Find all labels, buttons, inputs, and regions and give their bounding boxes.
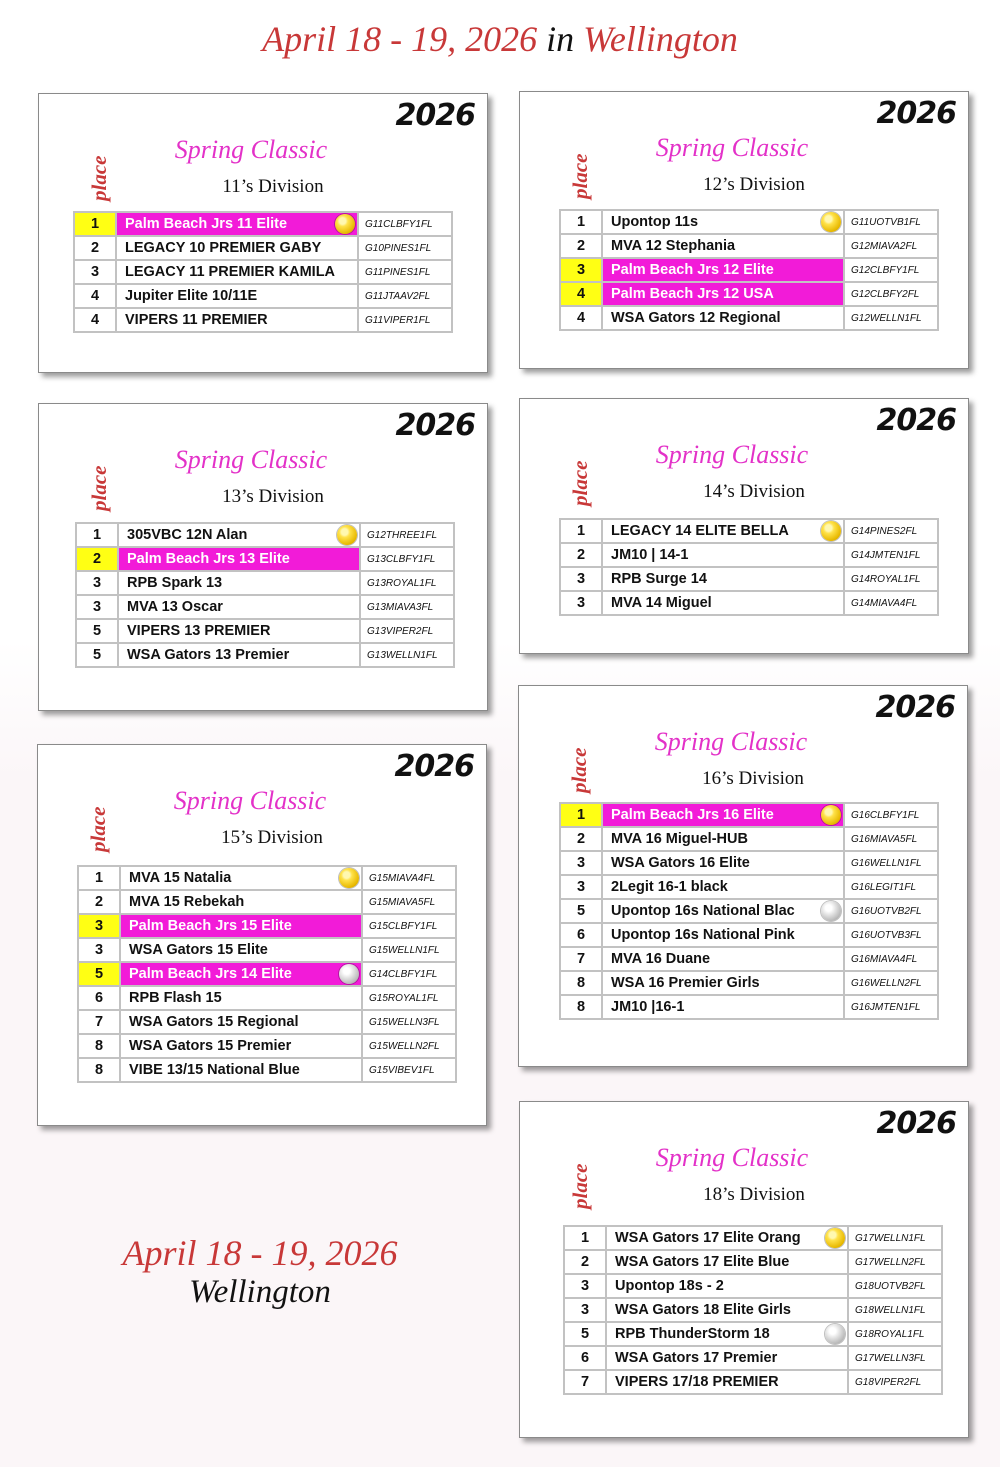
team-cell — [120, 1034, 362, 1058]
place-cell: 5 — [78, 962, 120, 986]
team-code-cell: G14PINES2FL — [844, 519, 938, 543]
division-title: 18’s Division — [703, 1184, 805, 1205]
team-code-cell: G18UOTVB2FL — [848, 1274, 942, 1298]
card-year: 2026 — [875, 690, 955, 725]
header-connector: in — [546, 19, 575, 59]
team-name: MVA 16 Miguel-HUB — [611, 831, 748, 847]
team-name: MVA 15 Natalia — [129, 870, 232, 886]
team-cell — [116, 260, 358, 284]
table-row — [560, 306, 938, 330]
team-code-cell: G13VIPER2FL — [360, 619, 454, 643]
team-code-cell: G11CLBFY1FL — [358, 212, 452, 236]
place-cell: 3 — [560, 851, 602, 875]
table-row — [560, 519, 938, 543]
place-cell: 2 — [74, 236, 116, 260]
team-cell — [606, 1274, 848, 1298]
division-title: 15’s Division — [221, 827, 323, 848]
results-table — [75, 522, 455, 668]
team-cell — [606, 1346, 848, 1370]
team-cell — [602, 827, 844, 851]
team-code-cell: G14ROYAL1FL — [844, 567, 938, 591]
team-name: 305VBC 12N Alan — [127, 527, 248, 543]
place-cell: 4 — [74, 308, 116, 332]
table-row — [560, 591, 938, 615]
team-code-cell: G13CLBFY1FL — [360, 547, 454, 571]
team-cell — [602, 947, 844, 971]
team-code-cell: G15WELLN2FL — [362, 1034, 456, 1058]
table-row — [76, 595, 454, 619]
table-row — [560, 827, 938, 851]
team-name: JM10 |16-1 — [611, 999, 685, 1015]
table-row — [76, 571, 454, 595]
table-row — [560, 282, 938, 306]
team-code-cell: G18WELLN1FL — [848, 1298, 942, 1322]
event-title: Spring Classic — [654, 727, 808, 756]
team-code-cell: G12THREE1FL — [360, 523, 454, 547]
place-cell: 8 — [560, 971, 602, 995]
table-row — [560, 258, 938, 282]
table-row — [564, 1226, 942, 1250]
place-cell: 2 — [560, 827, 602, 851]
results-table — [559, 518, 939, 616]
team-cell — [120, 962, 362, 986]
table-row — [78, 1034, 456, 1058]
team-cell — [602, 851, 844, 875]
team-code-cell: G15CLBFY1FL — [362, 914, 456, 938]
team-cell — [606, 1298, 848, 1322]
team-code-cell: G13ROYAL1FL — [360, 571, 454, 595]
place-cell: 1 — [560, 519, 602, 543]
team-name: WSA 16 Premier Girls — [611, 975, 760, 991]
team-name: Palm Beach Jrs 15 Elite — [129, 918, 292, 934]
header-date: April 18 - 19, 2026 — [262, 19, 538, 59]
results-table — [77, 865, 457, 1083]
place-cell: 7 — [560, 947, 602, 971]
card-year: 2026 — [395, 408, 475, 443]
team-code-cell: G16JMTEN1FL — [844, 995, 938, 1019]
team-name: MVA 13 Oscar — [127, 599, 223, 615]
team-code-cell: G14JMTEN1FL — [844, 543, 938, 567]
team-cell — [602, 567, 844, 591]
place-cell: 5 — [564, 1322, 606, 1346]
place-cell: 3 — [78, 938, 120, 962]
team-name: MVA 16 Duane — [611, 951, 711, 967]
team-cell — [602, 210, 844, 234]
team-name: WSA Gators 15 Elite — [129, 942, 268, 958]
team-cell — [120, 866, 362, 890]
team-cell — [606, 1226, 848, 1250]
gold-medal-icon — [825, 1228, 845, 1248]
gold-medal-icon — [821, 212, 841, 232]
table-row — [74, 236, 452, 260]
table-row — [74, 308, 452, 332]
table-row — [564, 1274, 942, 1298]
team-code-cell: G16MIAVA4FL — [844, 947, 938, 971]
place-label: place — [87, 465, 111, 511]
team-code-cell: G12CLBFY2FL — [844, 282, 938, 306]
team-cell — [602, 995, 844, 1019]
team-code-cell: G18ROYAL1FL — [848, 1322, 942, 1346]
team-name: JM10 | 14-1 — [611, 547, 689, 563]
table-row — [560, 210, 938, 234]
team-name: RPB Surge 14 — [611, 571, 707, 587]
team-name: WSA Gators 12 Regional — [611, 310, 781, 326]
place-cell: 1 — [560, 210, 602, 234]
team-cell — [116, 284, 358, 308]
footer-date: April 18 - 19, 2026 — [122, 1233, 398, 1273]
place-cell: 8 — [560, 995, 602, 1019]
team-name: Palm Beach Jrs 12 USA — [611, 286, 774, 302]
team-code-cell: G16WELLN2FL — [844, 971, 938, 995]
table-row — [564, 1322, 942, 1346]
event-title: Spring Classic — [655, 133, 809, 162]
table-row — [560, 947, 938, 971]
division-title: 16’s Division — [702, 768, 804, 789]
header-location: Wellington — [583, 19, 738, 59]
team-code-cell: G12WELLN1FL — [844, 306, 938, 330]
card-year: 2026 — [395, 98, 475, 133]
team-name: Upontop 16s National Blac — [611, 903, 795, 919]
team-name: Palm Beach Jrs 14 Elite — [129, 966, 292, 982]
team-code-cell: G16UOTVB3FL — [844, 923, 938, 947]
team-name: Jupiter Elite 10/11E — [125, 288, 258, 304]
team-cell — [116, 212, 358, 236]
team-code-cell: G15VIBEV1FL — [362, 1058, 456, 1082]
footer-location: Wellington — [189, 1274, 331, 1310]
team-code-cell: G14CLBFY1FL — [362, 962, 456, 986]
team-name: WSA Gators 16 Elite — [611, 855, 750, 871]
place-cell: 3 — [564, 1274, 606, 1298]
place-cell: 1 — [76, 523, 118, 547]
place-cell: 2 — [78, 890, 120, 914]
card-year: 2026 — [876, 403, 956, 438]
team-cell — [120, 914, 362, 938]
team-cell — [602, 519, 844, 543]
team-code-cell: G15ROYAL1FL — [362, 986, 456, 1010]
team-name: Palm Beach Jrs 12 Elite — [611, 262, 774, 278]
event-title: Spring Classic — [655, 440, 809, 469]
team-cell — [602, 803, 844, 827]
team-cell — [602, 543, 844, 567]
place-cell: 1 — [560, 803, 602, 827]
team-name: VIPERS 13 PREMIER — [127, 623, 271, 639]
place-cell: 3 — [560, 591, 602, 615]
division-title: 12’s Division — [703, 174, 805, 195]
event-title: Spring Classic — [655, 1143, 809, 1172]
place-cell: 5 — [76, 643, 118, 667]
place-cell: 1 — [78, 866, 120, 890]
table-row — [564, 1370, 942, 1394]
team-code-cell: G17WELLN3FL — [848, 1346, 942, 1370]
event-title: Spring Classic — [173, 786, 327, 815]
team-cell — [116, 308, 358, 332]
table-row — [74, 284, 452, 308]
team-name: WSA Gators 17 Elite Blue — [615, 1254, 790, 1270]
team-name: LEGACY 10 PREMIER GABY — [125, 240, 322, 256]
gold-medal-icon — [337, 525, 357, 545]
results-table — [73, 211, 453, 333]
division-card — [38, 93, 488, 373]
team-cell — [602, 306, 844, 330]
division-card — [519, 91, 969, 369]
team-cell — [120, 986, 362, 1010]
place-label: place — [87, 155, 111, 201]
team-code-cell: G10PINES1FL — [358, 236, 452, 260]
place-cell: 7 — [564, 1370, 606, 1394]
team-code-cell: G16UOTVB2FL — [844, 899, 938, 923]
table-row — [560, 803, 938, 827]
team-name: LEGACY 14 ELITE BELLA — [611, 523, 789, 539]
team-code-cell: G16MIAVA5FL — [844, 827, 938, 851]
table-row — [564, 1250, 942, 1274]
team-cell — [602, 258, 844, 282]
table-row — [78, 938, 456, 962]
division-title: 11’s Division — [222, 176, 324, 197]
team-name: VIBE 13/15 National Blue — [129, 1062, 300, 1078]
place-cell: 3 — [78, 914, 120, 938]
team-code-cell: G17WELLN1FL — [848, 1226, 942, 1250]
team-name: WSA Gators 13 Premier — [127, 647, 290, 663]
team-code-cell: G15MIAVA4FL — [362, 866, 456, 890]
table-row — [564, 1298, 942, 1322]
table-row — [560, 851, 938, 875]
place-label: place — [568, 153, 592, 199]
table-row — [560, 923, 938, 947]
place-cell: 3 — [560, 875, 602, 899]
team-name: RPB ThunderStorm 18 — [615, 1326, 770, 1342]
team-cell — [116, 236, 358, 260]
place-cell: 8 — [78, 1034, 120, 1058]
place-cell: 6 — [78, 986, 120, 1010]
place-cell: 5 — [76, 619, 118, 643]
team-name: WSA Gators 15 Premier — [129, 1038, 292, 1054]
gold-medal-icon — [335, 214, 355, 234]
team-cell — [120, 1010, 362, 1034]
place-cell: 1 — [74, 212, 116, 236]
card-year: 2026 — [876, 1106, 956, 1141]
silver-medal-icon — [821, 901, 841, 921]
results-table — [563, 1225, 943, 1395]
event-title: Spring Classic — [174, 135, 328, 164]
table-row — [78, 1010, 456, 1034]
team-cell — [118, 571, 360, 595]
team-name: RPB Flash 15 — [129, 990, 222, 1006]
team-code-cell: G11VIPER1FL — [358, 308, 452, 332]
team-code-cell: G12MIAVA2FL — [844, 234, 938, 258]
place-label: place — [568, 1163, 592, 1209]
team-cell — [118, 547, 360, 571]
team-cell — [606, 1370, 848, 1394]
team-code-cell: G16CLBFY1FL — [844, 803, 938, 827]
table-row — [78, 890, 456, 914]
division-title: 14’s Division — [703, 481, 805, 502]
team-name: VIPERS 17/18 PREMIER — [615, 1374, 779, 1390]
table-row — [78, 1058, 456, 1082]
team-code-cell: G11JTAAV2FL — [358, 284, 452, 308]
table-row — [74, 260, 452, 284]
team-code-cell: G15WELLN3FL — [362, 1010, 456, 1034]
team-cell — [120, 1058, 362, 1082]
place-cell: 4 — [74, 284, 116, 308]
page-title — [0, 18, 1000, 60]
table-row — [560, 543, 938, 567]
gold-medal-icon — [821, 521, 841, 541]
place-cell: 7 — [78, 1010, 120, 1034]
team-cell — [602, 875, 844, 899]
table-row — [78, 986, 456, 1010]
team-cell — [118, 523, 360, 547]
place-label: place — [568, 460, 592, 506]
gold-medal-icon — [821, 805, 841, 825]
silver-medal-icon — [825, 1324, 845, 1344]
team-cell — [606, 1322, 848, 1346]
team-cell — [602, 923, 844, 947]
team-name: MVA 15 Rebekah — [129, 894, 245, 910]
place-cell: 3 — [74, 260, 116, 284]
team-name: Upontop 16s National Pink — [611, 927, 795, 943]
table-row — [74, 212, 452, 236]
team-cell — [118, 643, 360, 667]
place-cell: 8 — [78, 1058, 120, 1082]
team-name: WSA Gators 17 Elite Orang — [615, 1230, 801, 1246]
place-cell: 5 — [560, 899, 602, 923]
table-row — [76, 523, 454, 547]
team-code-cell: G15WELLN1FL — [362, 938, 456, 962]
place-cell: 4 — [560, 306, 602, 330]
team-cell — [602, 591, 844, 615]
team-name: VIPERS 11 PREMIER — [125, 312, 268, 328]
team-name: Upontop 18s - 2 — [615, 1278, 724, 1294]
team-code-cell: G16WELLN1FL — [844, 851, 938, 875]
team-name: RPB Spark 13 — [127, 575, 223, 591]
card-year: 2026 — [876, 96, 956, 131]
division-card — [519, 398, 969, 654]
team-code-cell: G13MIAVA3FL — [360, 595, 454, 619]
team-cell — [602, 282, 844, 306]
team-name: Palm Beach Jrs 13 Elite — [127, 551, 290, 567]
place-cell: 4 — [560, 282, 602, 306]
team-cell — [602, 971, 844, 995]
place-cell: 6 — [564, 1346, 606, 1370]
place-cell: 3 — [76, 595, 118, 619]
place-cell: 3 — [560, 258, 602, 282]
team-code-cell: G13WELLN1FL — [360, 643, 454, 667]
team-code-cell: G16LEGIT1FL — [844, 875, 938, 899]
team-name: Palm Beach Jrs 11 Elite — [125, 216, 288, 232]
table-row — [78, 914, 456, 938]
place-cell: 1 — [564, 1226, 606, 1250]
place-cell: 3 — [76, 571, 118, 595]
table-row — [78, 962, 456, 986]
team-code-cell: G14MIAVA4FL — [844, 591, 938, 615]
table-row — [560, 899, 938, 923]
table-row — [560, 567, 938, 591]
team-code-cell: G15MIAVA5FL — [362, 890, 456, 914]
team-code-cell: G18VIPER2FL — [848, 1370, 942, 1394]
table-row — [76, 643, 454, 667]
table-row — [76, 619, 454, 643]
results-table — [559, 802, 939, 1020]
team-code-cell: G17WELLN2FL — [848, 1250, 942, 1274]
team-cell — [118, 595, 360, 619]
team-name: Palm Beach Jrs 16 Elite — [611, 807, 774, 823]
results-table — [559, 209, 939, 331]
team-cell — [602, 234, 844, 258]
event-title: Spring Classic — [174, 445, 328, 474]
place-cell: 2 — [560, 543, 602, 567]
team-cell — [606, 1250, 848, 1274]
place-cell: 3 — [564, 1298, 606, 1322]
division-card — [519, 1101, 969, 1438]
team-cell — [118, 619, 360, 643]
silver-medal-icon — [339, 964, 359, 984]
place-label: place — [567, 747, 591, 793]
table-row — [560, 995, 938, 1019]
team-code-cell: G12CLBFY1FL — [844, 258, 938, 282]
place-cell: 6 — [560, 923, 602, 947]
team-name: LEGACY 11 PREMIER KAMILA — [125, 264, 336, 280]
division-title: 13’s Division — [222, 486, 324, 507]
team-name: WSA Gators 17 Premier — [615, 1350, 778, 1366]
place-cell: 3 — [560, 567, 602, 591]
place-label: place — [86, 806, 110, 852]
team-name: 2Legit 16-1 black — [611, 879, 728, 895]
team-code-cell: G11PINES1FL — [358, 260, 452, 284]
team-code-cell: G11UOTVB1FL — [844, 210, 938, 234]
division-card — [37, 744, 487, 1126]
table-row — [560, 971, 938, 995]
table-row — [76, 547, 454, 571]
team-name: WSA Gators 15 Regional — [129, 1014, 299, 1030]
division-card — [518, 685, 968, 1067]
team-name: MVA 12 Stephania — [611, 238, 736, 254]
place-cell: 2 — [560, 234, 602, 258]
table-row — [78, 866, 456, 890]
gold-medal-icon — [339, 868, 359, 888]
team-cell — [120, 890, 362, 914]
team-name: WSA Gators 18 Elite Girls — [615, 1302, 791, 1318]
table-row — [560, 875, 938, 899]
team-cell — [602, 899, 844, 923]
team-name: Upontop 11s — [611, 214, 699, 230]
team-cell — [120, 938, 362, 962]
place-cell: 2 — [564, 1250, 606, 1274]
card-year: 2026 — [394, 749, 474, 784]
place-cell: 2 — [76, 547, 118, 571]
team-name: MVA 14 Miguel — [611, 595, 712, 611]
division-card — [38, 403, 488, 711]
table-row — [564, 1346, 942, 1370]
table-row — [560, 234, 938, 258]
